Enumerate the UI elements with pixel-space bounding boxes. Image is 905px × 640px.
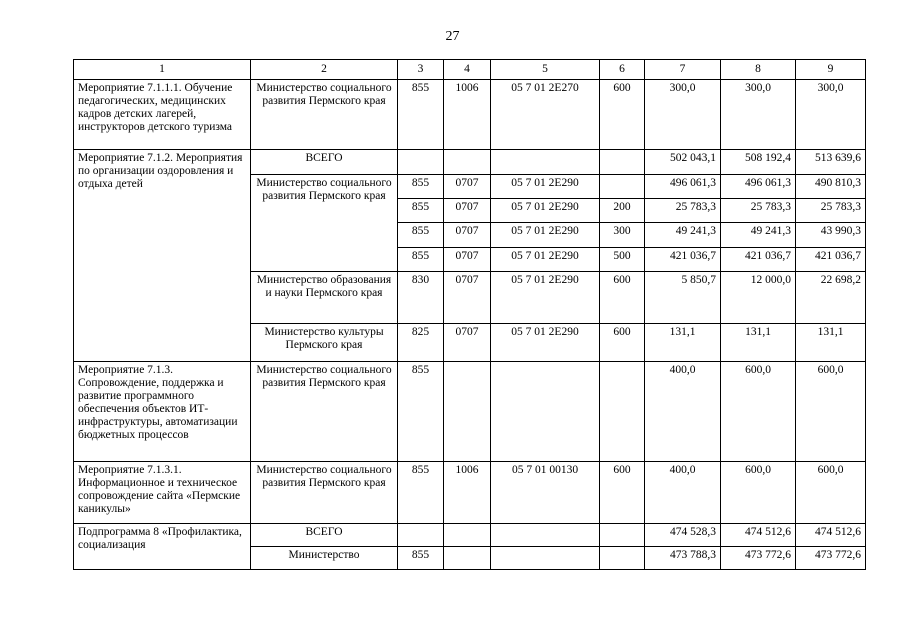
section-cell: 0707 [444, 324, 491, 362]
amount-cell: 421 036,7 [645, 248, 721, 272]
organization-cell: Министерство социального развития Пермского края [251, 175, 398, 272]
code-cell: 855 [398, 547, 444, 570]
amount-cell: 300,0 [645, 80, 721, 150]
target-code-cell: 05 7 01 2Е290 [491, 199, 600, 223]
amount-cell: 400,0 [645, 462, 721, 524]
expense-type-cell [600, 175, 645, 199]
amount-cell: 12 000,0 [721, 272, 796, 324]
table-row [74, 462, 866, 524]
organization-cell: Министерство образования и науки Пермского края [251, 272, 398, 324]
header-cell: 5 [491, 60, 600, 80]
target-code-cell: 05 7 01 2Е270 [491, 80, 600, 150]
expense-type-cell: 600 [600, 462, 645, 524]
empty-cell [444, 524, 491, 547]
total-label-cell: ВСЕГО [251, 524, 398, 547]
target-code-cell [491, 362, 600, 462]
section-cell: 1006 [444, 462, 491, 524]
code-cell: 855 [398, 80, 444, 150]
amount-cell: 473 788,3 [645, 547, 721, 570]
target-code-cell: 05 7 01 2Е290 [491, 272, 600, 324]
expense-type-cell: 500 [600, 248, 645, 272]
empty-cell [491, 524, 600, 547]
amount-cell: 474 528,3 [645, 524, 721, 547]
section-cell: 0707 [444, 199, 491, 223]
measure-name-cell: Подпрограмма 8 «Профилактика, социализация [74, 524, 251, 570]
amount-cell: 473 772,6 [796, 547, 866, 570]
amount-cell: 25 783,3 [645, 199, 721, 223]
amount-cell: 49 241,3 [721, 223, 796, 248]
expense-type-cell [600, 362, 645, 462]
amount-cell: 600,0 [721, 462, 796, 524]
amount-cell: 131,1 [721, 324, 796, 362]
expense-type-cell: 300 [600, 223, 645, 248]
code-cell: 855 [398, 462, 444, 524]
amount-cell: 300,0 [796, 80, 866, 150]
table-header-row [74, 60, 866, 80]
budget-table [73, 59, 866, 570]
measure-name-cell: Мероприятие 7.1.1.1. Обучение педагогических, медицинских кадров детских лагерей, инструкторов детского туризма [74, 80, 251, 150]
empty-cell [398, 524, 444, 547]
amount-cell: 300,0 [721, 80, 796, 150]
header-cell: 8 [721, 60, 796, 80]
expense-type-cell: 600 [600, 80, 645, 150]
amount-cell: 600,0 [796, 462, 866, 524]
target-code-cell: 05 7 01 2Е290 [491, 324, 600, 362]
amount-cell: 490 810,3 [796, 175, 866, 199]
amount-cell: 400,0 [645, 362, 721, 462]
measure-name-cell: Мероприятие 7.1.2. Мероприятия по организации оздоровления и отдыха детей [74, 150, 251, 362]
table-row [74, 150, 866, 175]
empty-cell [600, 150, 645, 175]
measure-name-cell: Мероприятие 7.1.3. Сопровождение, поддержка и развитие программного обеспечения объектов ИТ-инфраструктуры, автоматизации бюджетных процессов [74, 362, 251, 462]
section-cell: 0707 [444, 248, 491, 272]
code-cell: 825 [398, 324, 444, 362]
section-cell [444, 547, 491, 570]
expense-type-cell [600, 547, 645, 570]
amount-cell: 43 990,3 [796, 223, 866, 248]
code-cell: 855 [398, 199, 444, 223]
target-code-cell: 05 7 01 2Е290 [491, 175, 600, 199]
organization-cell: Министерство [251, 547, 398, 570]
section-cell: 0707 [444, 272, 491, 324]
amount-cell: 421 036,7 [796, 248, 866, 272]
target-code-cell: 05 7 01 2Е290 [491, 248, 600, 272]
expense-type-cell: 200 [600, 199, 645, 223]
amount-cell: 473 772,6 [721, 547, 796, 570]
amount-cell: 496 061,3 [721, 175, 796, 199]
header-cell: 4 [444, 60, 491, 80]
page-number: 27 [445, 29, 460, 44]
table-row [74, 80, 866, 150]
amount-cell: 25 783,3 [796, 199, 866, 223]
amount-cell: 502 043,1 [645, 150, 721, 175]
header-cell: 9 [796, 60, 866, 80]
section-cell: 1006 [444, 80, 491, 150]
amount-cell: 600,0 [721, 362, 796, 462]
amount-cell: 600,0 [796, 362, 866, 462]
amount-cell: 496 061,3 [645, 175, 721, 199]
table-row [74, 524, 866, 547]
code-cell: 855 [398, 223, 444, 248]
amount-cell: 474 512,6 [796, 524, 866, 547]
code-cell: 830 [398, 272, 444, 324]
empty-cell [491, 150, 600, 175]
organization-cell: Министерство социального развития Пермского края [251, 462, 398, 524]
table-row [74, 362, 866, 462]
amount-cell: 25 783,3 [721, 199, 796, 223]
target-code-cell: 05 7 01 2Е290 [491, 223, 600, 248]
measure-name-cell: Мероприятие 7.1.3.1. Информационное и техническое сопровождение сайта «Пермские каникулы» [74, 462, 251, 524]
header-cell: 1 [74, 60, 251, 80]
empty-cell [398, 150, 444, 175]
code-cell: 855 [398, 362, 444, 462]
amount-cell: 421 036,7 [721, 248, 796, 272]
target-code-cell [491, 547, 600, 570]
header-cell: 6 [600, 60, 645, 80]
organization-cell: Министерство социального развития Пермского края [251, 80, 398, 150]
code-cell: 855 [398, 248, 444, 272]
amount-cell: 474 512,6 [721, 524, 796, 547]
organization-cell: Министерство социального развития Пермского края [251, 362, 398, 462]
expense-type-cell: 600 [600, 324, 645, 362]
organization-cell: Министерство культуры Пермского края [251, 324, 398, 362]
total-label-cell: ВСЕГО [251, 150, 398, 175]
amount-cell: 513 639,6 [796, 150, 866, 175]
empty-cell [444, 150, 491, 175]
amount-cell: 131,1 [645, 324, 721, 362]
section-cell [444, 362, 491, 462]
code-cell: 855 [398, 175, 444, 199]
header-cell: 3 [398, 60, 444, 80]
section-cell: 0707 [444, 175, 491, 199]
amount-cell: 49 241,3 [645, 223, 721, 248]
amount-cell: 5 850,7 [645, 272, 721, 324]
amount-cell: 508 192,4 [721, 150, 796, 175]
empty-cell [600, 524, 645, 547]
target-code-cell: 05 7 01 00130 [491, 462, 600, 524]
expense-type-cell: 600 [600, 272, 645, 324]
section-cell: 0707 [444, 223, 491, 248]
amount-cell: 131,1 [796, 324, 866, 362]
header-cell: 2 [251, 60, 398, 80]
amount-cell: 22 698,2 [796, 272, 866, 324]
header-cell: 7 [645, 60, 721, 80]
